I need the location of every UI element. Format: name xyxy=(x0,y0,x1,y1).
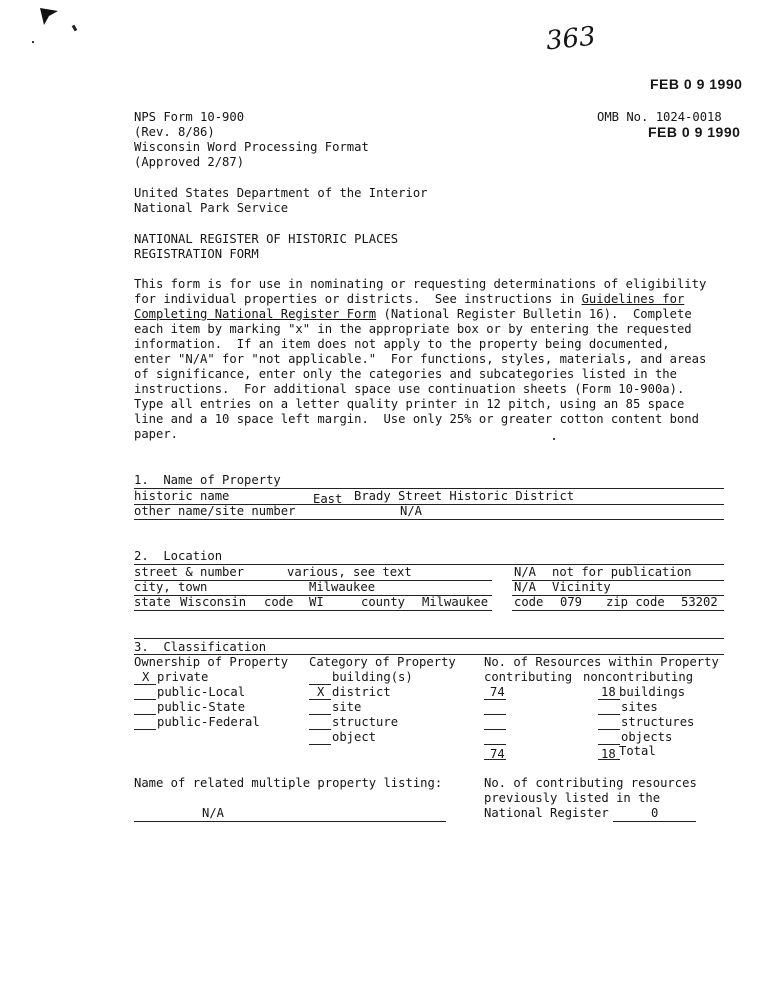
agency-name: National Park Service xyxy=(134,201,289,215)
instructions-line: Completing National Register Form (National Register Bulletin 16). Complete xyxy=(134,307,692,321)
count-blank xyxy=(598,714,620,715)
related-listing-value: N/A xyxy=(202,806,225,820)
contributing-buildings-count: 74 xyxy=(490,685,505,699)
instructions-line: paper. xyxy=(134,427,179,441)
field-underline xyxy=(134,821,446,822)
guidelines-reference: Completing National Register Form xyxy=(134,307,377,321)
instructions-line: of significance, enter only the categories and subcategories listed in the xyxy=(134,367,677,381)
ownership-public-federal: public-Federal xyxy=(157,715,260,729)
section-3-heading: 3. Classification xyxy=(134,640,267,654)
field-underline xyxy=(613,821,696,822)
section-2-heading: 2. Location xyxy=(134,549,223,563)
street-value: various, see text xyxy=(287,565,412,579)
category-header: Category of Property xyxy=(309,655,456,669)
corner-flag-mark xyxy=(38,6,60,26)
county-label: county xyxy=(361,595,406,609)
street-label: street & number xyxy=(134,565,245,579)
form-number: NPS Form 10-900 xyxy=(134,110,245,124)
checkbox-blank xyxy=(309,714,331,715)
city-label: city, town xyxy=(134,580,208,594)
vicinity-value: N/A xyxy=(514,580,537,594)
field-underline xyxy=(512,580,724,581)
county-code-value: 079 xyxy=(560,595,583,609)
other-name-label: other name/site number xyxy=(134,504,296,518)
form-approved: (Approved 2/87) xyxy=(134,155,245,169)
resources-row-total: Total xyxy=(619,744,656,758)
related-listing-label: Name of related multiple property listing: xyxy=(134,776,443,790)
count-blank xyxy=(598,729,620,730)
contributing-total-count: 74 xyxy=(490,747,505,761)
category-mark: X xyxy=(317,685,325,699)
omb-number: OMB No. 1024-0018 xyxy=(597,110,722,124)
ownership-public-local: public-Local xyxy=(157,685,246,699)
state-value: Wisconsin xyxy=(180,595,247,609)
ownership-public-state: public-State xyxy=(157,700,246,714)
vicinity-label: Vicinity xyxy=(552,580,611,594)
count-blank xyxy=(484,744,506,745)
instructions-line: This form is for use in nominating or requesting determinations of eligibility xyxy=(134,277,707,291)
category-structure: structure xyxy=(332,715,399,729)
noncontributing-total-count: 18 xyxy=(601,747,616,761)
not-for-publication-label: not for publication xyxy=(552,565,692,579)
historic-name-label: historic name xyxy=(134,489,230,503)
noncontributing-buildings-count: 18 xyxy=(601,685,616,699)
section-1-heading: 1. Name of Property xyxy=(134,473,281,487)
department-name: United States Department of the Interior xyxy=(134,186,428,200)
resources-row-sites: sites xyxy=(621,700,658,714)
checkbox-blank xyxy=(134,714,156,715)
speck-mark xyxy=(32,41,34,43)
instructions-line: each item by marking "x" in the appropriate box or by entering the requested xyxy=(134,322,692,336)
state-code-label: code xyxy=(264,595,294,609)
category-building: building(s) xyxy=(332,670,413,684)
county-code-label: code xyxy=(514,595,544,609)
previously-listed-label: previously listed in the xyxy=(484,791,661,805)
field-underline xyxy=(512,610,724,611)
ownership-mark: X xyxy=(142,670,150,684)
form-revision: (Rev. 8/86) xyxy=(134,125,215,139)
instructions-line: information. If an item does not apply to the property being documented, xyxy=(134,337,670,351)
resources-header: No. of Resources within Property xyxy=(484,655,719,669)
field-underline xyxy=(134,610,492,611)
category-site: site xyxy=(332,700,362,714)
state-code-value: WI xyxy=(309,595,324,609)
contributing-label: contributing xyxy=(484,670,573,684)
date-stamp: FEB 0 9 1990 xyxy=(650,76,743,92)
count-blank xyxy=(484,714,506,715)
zip-label: zip code xyxy=(606,595,665,609)
field-underline xyxy=(134,519,724,520)
instructions-line: instructions. For additional space use continuation sheets (Form 10-900a). xyxy=(134,382,685,396)
count-blank xyxy=(598,744,620,745)
previously-listed-label: National Register xyxy=(484,806,609,820)
date-stamp: FEB 0 9 1990 xyxy=(648,124,741,140)
zip-value: 53202 xyxy=(681,595,718,609)
previously-listed-label: No. of contributing resources xyxy=(484,776,697,790)
instructions-line: enter "N/A" for "not applicable." For functions, styles, materials, and areas xyxy=(134,352,707,366)
category-object: object xyxy=(332,730,377,744)
handwritten-page-number: 363 xyxy=(544,21,598,57)
guidelines-reference: Guidelines for xyxy=(581,292,685,306)
checkbox-blank xyxy=(134,699,156,700)
speck-mark xyxy=(553,438,555,440)
count-blank xyxy=(484,729,506,730)
previously-listed-value: 0 xyxy=(651,806,659,820)
ownership-header: Ownership of Property xyxy=(134,655,289,669)
checkbox-blank xyxy=(309,744,331,745)
resources-row-objects: objects xyxy=(621,730,673,744)
noncontributing-label: noncontributing xyxy=(583,670,694,684)
form-subtitle: REGISTRATION FORM xyxy=(134,247,259,261)
section-rule xyxy=(134,638,724,639)
state-label: state xyxy=(134,595,171,609)
form-format: Wisconsin Word Processing Format xyxy=(134,140,369,154)
instructions-line: for individual properties or districts. See instructions in Guidelines for xyxy=(134,292,685,306)
instructions-line: Type all entries on a letter quality printer in 12 pitch, using an 85 space xyxy=(134,397,685,411)
instructions-line: line and a 10 space left margin. Use only 25% or greater cotton content bond xyxy=(134,412,699,426)
city-value: Milwaukee xyxy=(309,580,376,594)
checkbox-blank xyxy=(134,729,156,730)
historic-name-value: Brady Street Historic District xyxy=(354,489,575,503)
resources-row-structures: structures xyxy=(621,715,695,729)
historic-name-value: East xyxy=(313,492,343,506)
checkbox-blank xyxy=(309,729,331,730)
form-title: NATIONAL REGISTER OF HISTORIC PLACES xyxy=(134,232,399,246)
not-for-publication-value: N/A xyxy=(514,565,537,579)
county-value: Milwaukee xyxy=(422,595,489,609)
speck-mark xyxy=(72,25,78,32)
category-district: district xyxy=(332,685,391,699)
ownership-private: private xyxy=(157,670,209,684)
other-name-value: N/A xyxy=(400,504,423,518)
resources-row-buildings: buildings xyxy=(619,685,686,699)
